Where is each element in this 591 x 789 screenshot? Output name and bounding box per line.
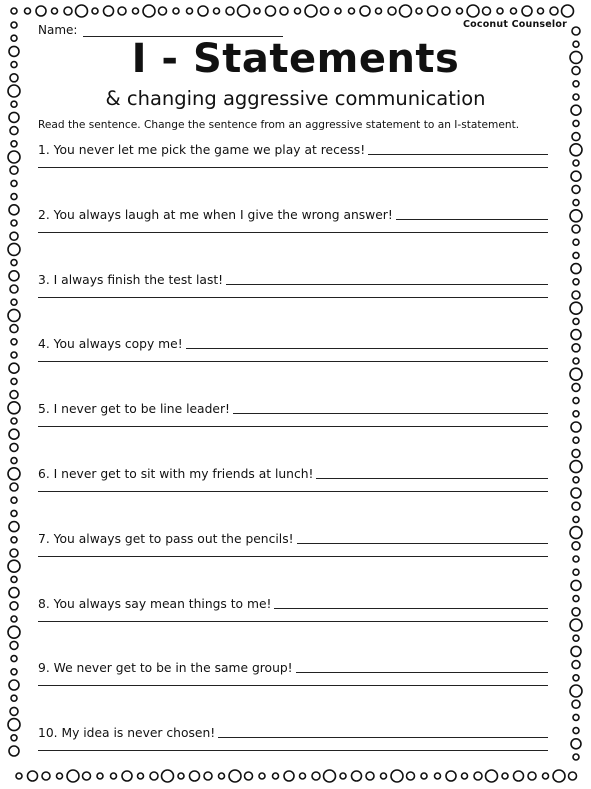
question-item [38,205,548,265]
question-item [38,464,548,524]
instructions-text: Read the sentence. Change the sentence from an aggressive statement to an I-statement. [38,119,520,131]
answer-blank-line[interactable] [396,219,548,220]
answer-line[interactable] [38,621,548,622]
answer-blank-line[interactable] [368,154,548,155]
page-title: I - Statements [131,36,460,82]
question-text: 1. You never let me pick the game we play at recess! [38,143,366,157]
question-item [38,723,548,783]
question-text: 2. You always laugh at me when I give the wrong answer! [38,208,393,222]
answer-blank-line[interactable] [316,478,548,479]
answer-line[interactable] [38,361,548,362]
page-subtitle: & changing aggressive communication [105,87,486,110]
question-item [38,658,548,718]
question-text: 9. We never get to be in the same group! [38,661,293,675]
answer-line[interactable] [38,297,548,298]
question-item [38,140,548,200]
answer-line[interactable] [38,685,548,686]
question-text: 5. I never get to be line leader! [38,402,230,416]
question-item [38,399,548,459]
question-text: 6. I never get to sit with my friends at lunch! [38,467,314,481]
answer-line[interactable] [38,167,548,168]
answer-blank-line[interactable] [297,543,548,544]
answer-line[interactable] [38,232,548,233]
question-text: 4. You always copy me! [38,337,183,351]
name-label: Name: [38,23,78,37]
answer-line[interactable] [38,426,548,427]
question-item [38,270,548,330]
answer-blank-line[interactable] [233,413,548,414]
question-text: 3. I always finish the test last! [38,273,224,287]
question-text: 8. You always say mean things to me! [38,597,272,611]
brand-logo-text: Coconut Counselor [462,19,567,30]
question-text: 7. You always get to pass out the pencils! [38,532,294,546]
question-item [38,529,548,589]
question-item [38,594,548,654]
answer-line[interactable] [38,491,548,492]
answer-blank-line[interactable] [296,672,548,673]
answer-blank-line[interactable] [186,348,548,349]
question-item [38,334,548,394]
answer-blank-line[interactable] [274,608,548,609]
answer-line[interactable] [38,556,548,557]
answer-line[interactable] [38,750,548,751]
answer-blank-line[interactable] [226,284,548,285]
answer-blank-line[interactable] [218,737,548,738]
question-text: 10. My idea is never chosen! [38,726,216,740]
